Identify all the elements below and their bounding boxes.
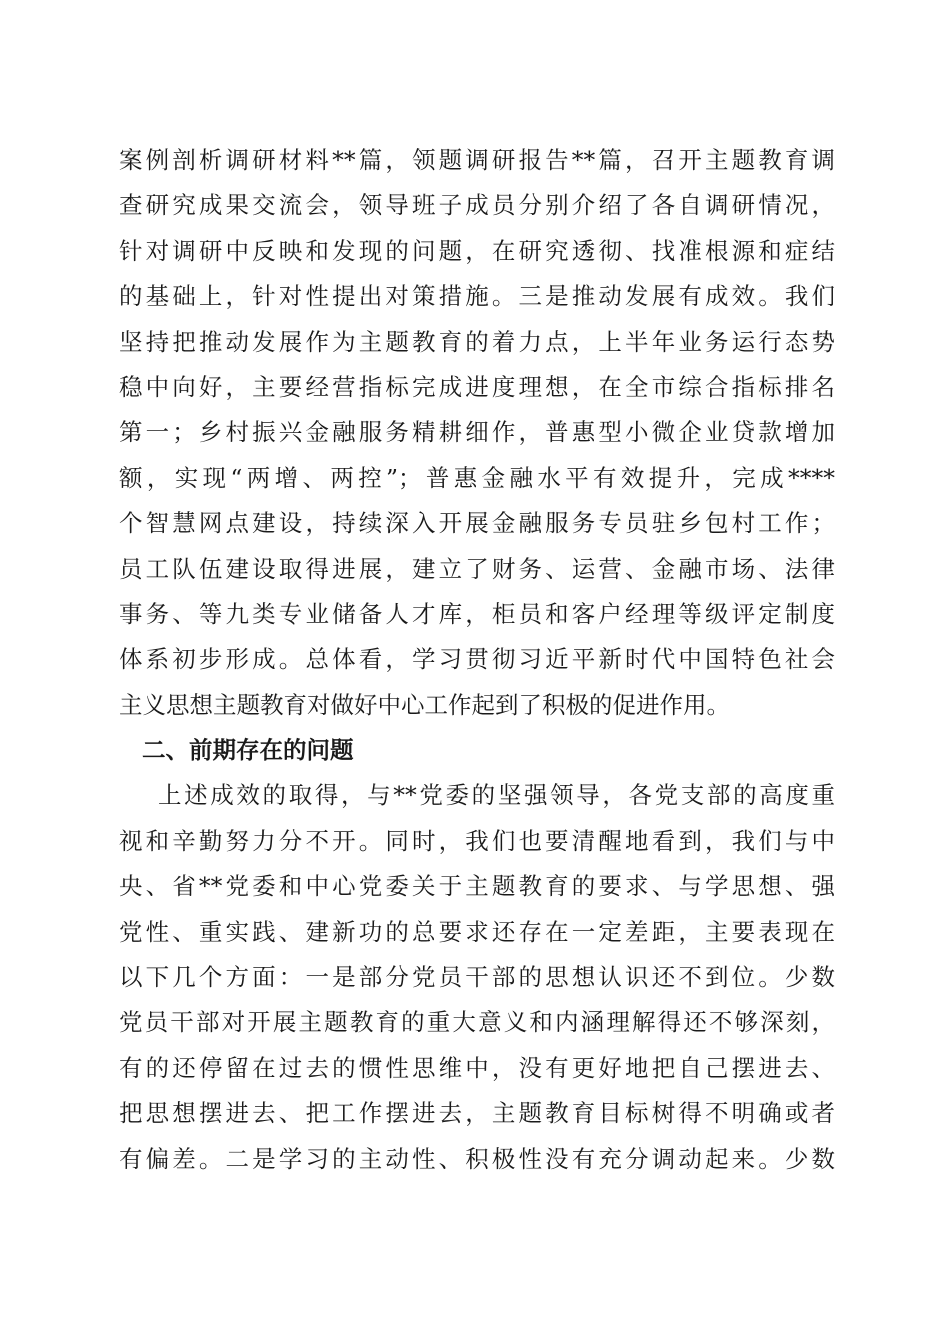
text-line: 事务、等九类专业储备人才库，柜员和客户经理等级评定制度 [119, 599, 835, 628]
text-line: 稳中向好，主要经营指标完成进度理想，在全市综合指标排名 [119, 372, 835, 401]
text-line: 视和辛勤努力分不开。同时，我们也要清醒地看到，我们与中 [119, 826, 835, 855]
text-line: 央、省**党委和中心党委关于主题教育的要求、与学思想、强 [119, 872, 835, 901]
text-line: 主义思想主题教育对做好中心工作起到了积极的促进作用。 [119, 690, 730, 719]
section-heading: 二、前期存在的问题 [142, 736, 354, 765]
text-line: 员工队伍建设取得进展，建立了财务、运营、金融市场、法律 [119, 554, 835, 583]
text-line: 有偏差。二是学习的主动性、积极性没有充分调动起来。少数 [119, 1144, 835, 1173]
text-line: 个智慧网点建设，持续深入开展金融服务专员驻乡包村工作； [119, 509, 835, 538]
text-line: 党员干部对开展主题教育的重大意义和内涵理解得还不够深刻， [119, 1008, 835, 1037]
text-line: 额，实现“两增、两控”；普惠金融水平有效提升，完成**** [119, 463, 835, 492]
text-line: 把思想摆进去、把工作摆进去，主题教育目标树得不明确或者 [119, 1099, 835, 1128]
text-line: 有的还停留在过去的惯性思维中，没有更好地把自己摆进去、 [119, 1053, 835, 1082]
text-line: 体系初步形成。总体看，学习贯彻习近平新时代中国特色社会 [119, 645, 835, 674]
paragraph-achievements [119, 138, 835, 728]
text-line: 的基础上，针对性提出对策措施。三是推动发展有成效。我们 [119, 282, 835, 311]
text-line: 查研究成果交流会，领导班子成员分别介绍了各自调研情况， [119, 191, 835, 220]
text-line: 第一；乡村振兴金融服务精耕细作，普惠型小微企业贷款增加 [119, 418, 835, 447]
paragraph-problems [119, 773, 835, 1182]
text-line: 上述成效的取得，与**党委的坚强领导，各党支部的高度重 [158, 781, 835, 810]
text-line: 以下几个方面：一是部分党员干部的思想认识还不到位。少数 [119, 963, 835, 992]
text-line: 案例剖析调研材料**篇，领题调研报告**篇，召开主题教育调 [119, 146, 835, 174]
document-body [119, 138, 835, 1182]
text-line: 坚持把推动发展作为主题教育的着力点，上半年业务运行态势 [119, 327, 835, 356]
text-line: 针对调研中反映和发现的问题，在研究透彻、找准根源和症结 [119, 236, 835, 265]
text-line: 党性、重实践、建新功的总要求还存在一定差距，主要表现在 [119, 917, 835, 946]
